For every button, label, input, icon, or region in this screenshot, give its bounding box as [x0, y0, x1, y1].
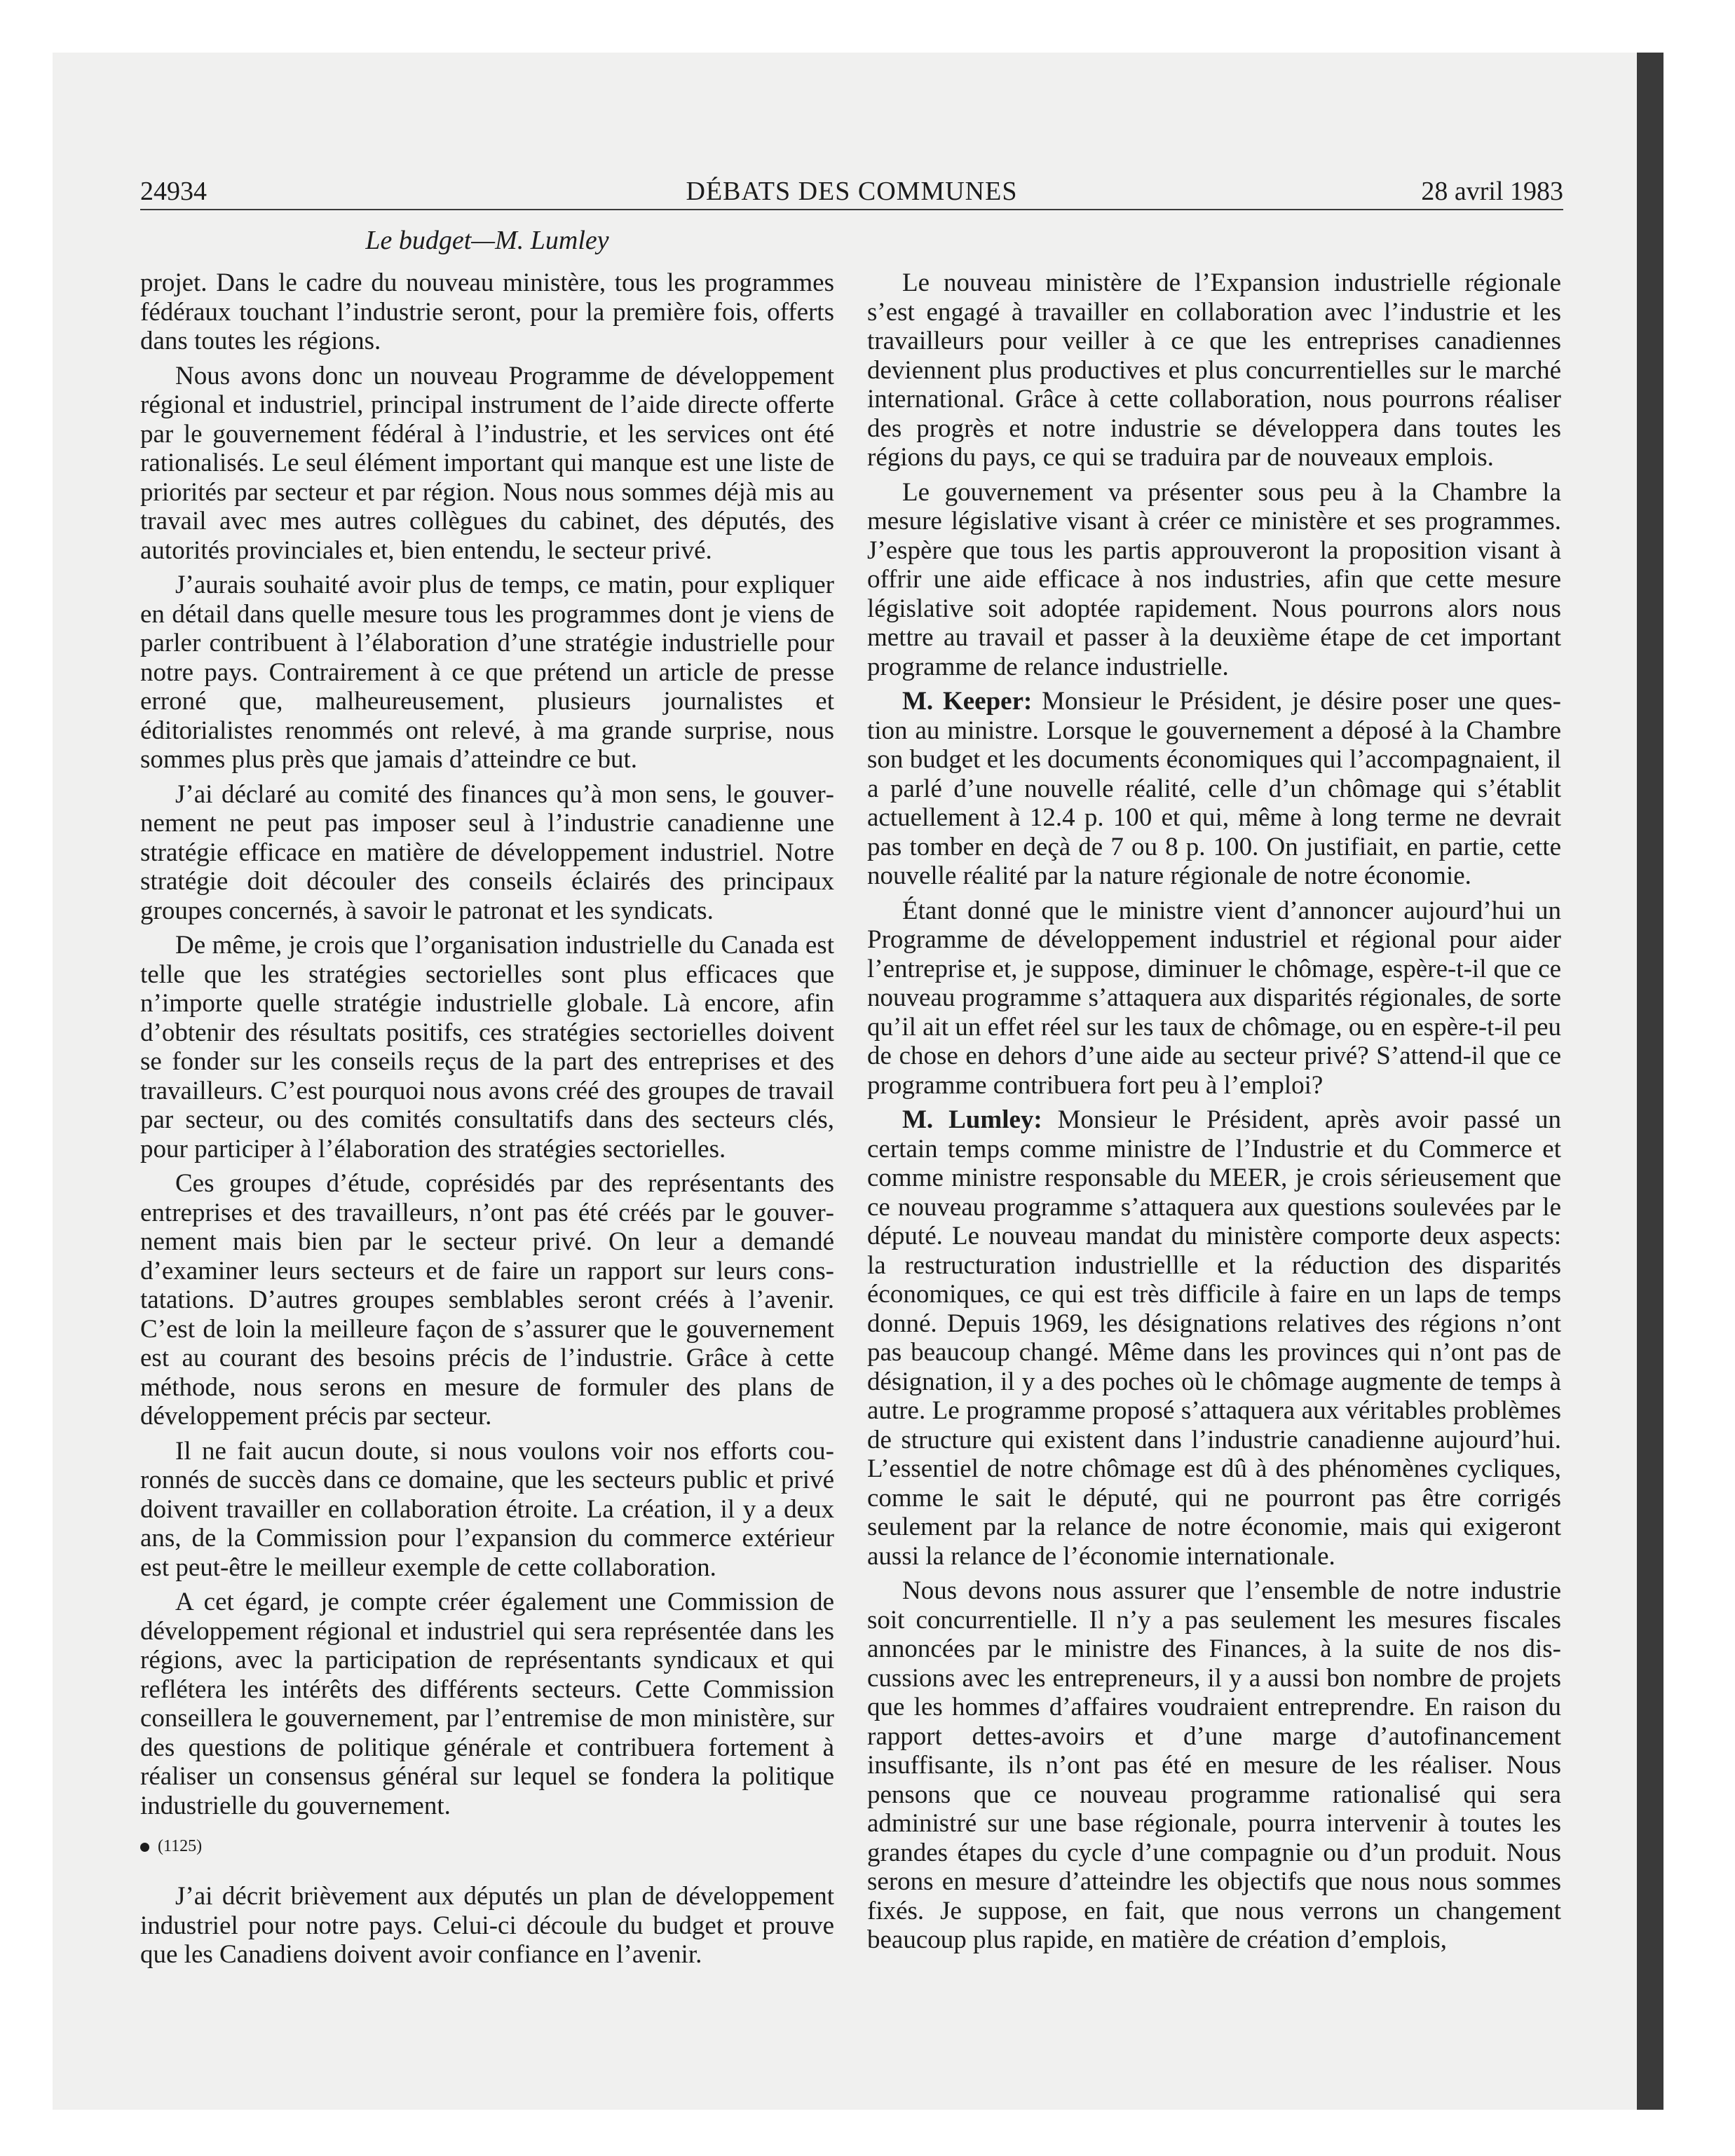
page-header	[140, 174, 1563, 210]
time-marker	[140, 1836, 834, 1857]
time-marker-label: (1125)	[158, 1837, 203, 1855]
paragraph: Le gouvernement va présenter sous peu à la Chambre la mesure législative visant à créer ce ministère et ses programmes. J’espère que tous les partis approuveront la proposition visant à offrir une aide efficace à nos industries, afin que cette mesure législative soit adoptée rapidement. Nous pourrons alors nous mettre au travail et passer à la deuxième étape de cet important programme de relance industrielle.	[867, 477, 1561, 681]
page-number: 24934	[140, 177, 207, 206]
paragraph: J’aurais souhaité avoir plus de temps, ce matin, pour expliquer en détail dans quelle mesure tous les programmes dont je viens de parler contribuent à l’élaboration d’une stratégie industrielle pour notre pays. Contrairement à ce que prétend un article de presse erroné que, malheureusement, plusieurs journalistes et éditorialistes renommés ont relevé, à ma grande surprise, nous sommes plus près que jamais d’atteindre ce but.	[140, 571, 834, 774]
running-subheader: Le budget—M. Lumley	[365, 226, 609, 255]
speech-paragraph	[867, 1105, 1561, 1571]
speaker-name: M. Keeper:	[902, 687, 1033, 716]
paragraph: Ces groupes d’étude, coprésidés par des représentants des entreprises et des travailleurs, n’ont pas été créés par le gouvernement mais bien par le secteur privé. On leur a demandé d’examiner leurs secteurs et de faire un rapport sur leurs constatations. D’autres groupes semblables seront créés à l’avenir. C’est de loin la meilleure façon de s’assurer que le gouvernement est au courant des besoins précis de l’industrie. Grâce à cette méthode, nous serons en mesure de formuler des plans de développement précis par secteur.	[140, 1169, 834, 1431]
paragraph: Nous devons nous assurer que l’ensemble de notre industrie soit concurrentielle. Il n’y a pas seulement les mesures fiscales annoncées par le ministre des Finances, à la suite de nos discussions avec les entrepreneurs, il y a aussi bon nombre de projets que les hommes d’affaires voudraient entreprendre. En raison du rapport dettes-avoirs et d’une marge d’autofinancement insuffisante, ils n’ont pas été en mesure de les réaliser. Nous pensons que ce nouveau programme rationalisé qui sera administré sur une base régionale, pourra intervenir à toutes les grandes étapes du cycle d’une compagnie ou d’un produit. Nous serons en mesure d’atteindre les objectifs que nous nous sommes fixés. Je suppose, en fait, que nous verrons un changement beaucoup plus rapide, en matière de création d’emplois,	[867, 1576, 1561, 1954]
paragraph: De même, je crois que l’organisation industrielle du Canada est telle que les stratégies sectorielles sont plus efficaces que n’importe quelle stratégie industrielle globale. Là encore, afin d’obtenir des résultats positifs, ces stratégies sectorielles doivent se fonder sur les conseils reçus de la part des entreprises et des travailleurs. C’est pourquoi nous avons créé des groupes de travail par secteur, ou des comités consultatifs dans des secteurs clés, pour participer à l’élaboration des stratégies sectorielles.	[140, 931, 834, 1164]
scan-edge	[1637, 53, 1663, 2110]
bullet-icon	[140, 1843, 149, 1852]
paragraph: Le nouveau ministère de l’Expansion industrielle régionale s’est engagé à travailler en collaboration avec l’industrie et les travailleurs pour veiller à ce que les entreprises canadiennes deviennent plus productives et plus concurrentielles sur le marché international. Grâce à cette collaboration, nous pourrons réaliser des progrès et notre industrie se développera dans toutes les régions du pays, ce qui se traduira par de nouveaux emplois.	[867, 268, 1561, 472]
speech-text: Monsieur le Président, je désire poser une question au ministre. Lorsque le gouvernement a déposé à la Chambre son budget et les documents économiques qui l’accompagnaient, il a parlé d’une nouvelle réalité, celle d’un chômage qui s’établit actuellement à 12.4 p. 100 et qui, même à long terme ne devrait pas tomber en deçà de 7 ou 8 p. 100. On justifiait, en partie, cette nouvelle réalité par la nature régionale de notre économie.	[867, 687, 1561, 890]
paragraph: projet. Dans le cadre du nouveau ministère, tous les programmes fédéraux touchant l’industrie seront, pour la première fois, offerts dans toutes les régions.	[140, 268, 834, 355]
paragraph: A cet égard, je compte créer également une Commission de développement régional et industriel qui sera représentée dans les régions, avec la participation de représentants syndicaux et qui reflétera les intérêts des différents secteurs. Cette Commission conseillera le gouvernement, par l’entremise de mon ministère, sur des questions de politique générale et contribuera fortement à réaliser un consensus général sur lequel se fondera la politique industrielle du gouvernement.	[140, 1588, 834, 1820]
paragraph: Nous avons donc un nouveau Programme de développement régional et industriel, principal instrument de l’aide directe offerte par le gouvernement fédéral à l’industrie, et les services ont été rationalisés. Le seul élément important qui manque est une liste de priorités par secteur et par région. Nous nous sommes déjà mis au travail avec mes autres collègues du cabinet, des députés, des autorités provinciales et, bien entendu, le secteur privé.	[140, 361, 834, 565]
publication-date: 28 avril 1983	[1421, 177, 1563, 206]
paragraph: Étant donné que le ministre vient d’annoncer aujourd’hui un Programme de développement industriel et régional pour aider l’entreprise et, je suppose, diminuer le chômage, espère-t-il que ce nouveau programme s’attaquera aux disparités régionales, de sorte qu’il ait un effet réel sur les taux de chômage, ou en espère-t-il peu de chose en dehors d’une aide au secteur privé? S’attend-il que ce programme contribuera fort peu à l’emploi?	[867, 896, 1561, 1100]
left-column	[140, 268, 834, 1975]
publication-title: DÉBATS DES COMMUNES	[686, 177, 1018, 206]
speech-text: Monsieur le Président, après avoir passé un certain temps comme ministre de l’Industrie et du Commerce et comme ministre responsable du MEER, je crois sérieusement que ce nouveau programme s’attaquera aux questions soulevées par le député. Le nouveau mandat du ministère comporte deux aspects: la restructuration industriellle et la réduction des disparités économiques, ce qui est très difficile à faire en un laps de temps donné. Depuis 1969, les désignations relatives des régions n’ont pas beaucoup changé. Même dans les provinces qui n’ont pas de désignation, il y a des poches où le chômage augmente de temps à autre. Le programme proposé s’attaquera aux véritables problèmes de structure qui existent dans l’industrie canadienne aujourd’hui. L’essentiel de notre chômage est dû à des phénomènes cycliques, comme le sait le député, qui ne pourront pas être corrigés seulement par la relance de notre économie, mais qui exigeront aussi la relance de l’économie internationale.	[867, 1105, 1561, 1571]
paragraph: J’ai décrit brièvement aux députés un plan de développement industriel pour notre pays. Celui-ci découle du budget et prouve que les Canadiens doivent avoir confiance en l’avenir.	[140, 1882, 834, 1969]
paragraph: Il ne fait aucun doute, si nous voulons voir nos efforts couronnés de succès dans ce domaine, que les secteurs public et privé doivent travailler en collaboration étroite. La création, il y a deux ans, de la Commission pour l’expansion du commerce extérieur est peut-être le meilleur exemple de cette collaboration.	[140, 1436, 834, 1582]
speaker-name: M. Lumley:	[902, 1105, 1042, 1134]
right-column	[867, 268, 1561, 1960]
paragraph: J’ai déclaré au comité des finances qu’à mon sens, le gouvernement ne peut pas imposer seul à l’industrie canadienne une stratégie efficace en matière de développement industriel. Notre stratégie doit découler des conseils éclairés des principaux groupes concernés, à savoir le patronat et les syndicats.	[140, 779, 834, 925]
speech-paragraph	[867, 687, 1561, 891]
